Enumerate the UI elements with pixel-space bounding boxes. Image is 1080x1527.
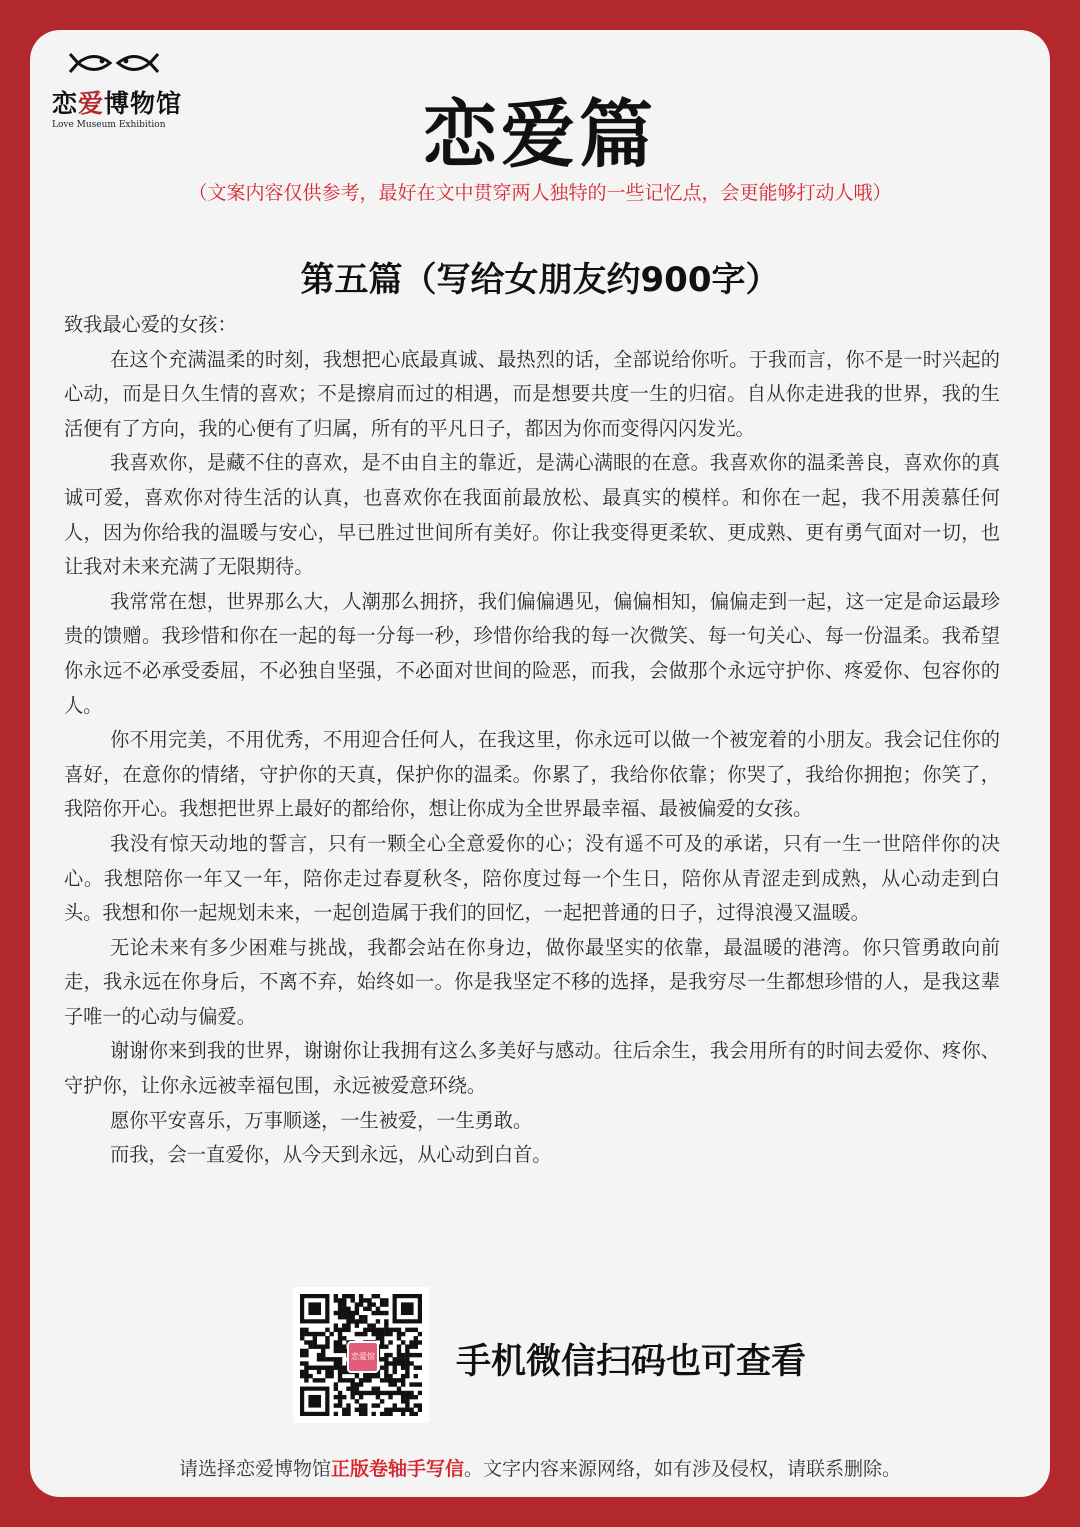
page-title: 恋爱篇 — [423, 92, 657, 178]
letter-paragraph: 谢谢你来到我的世界，谢谢你让我拥有这么多美好与感动。往后余生，我会用所有的时间去爱你、疼你、守护你，让你永远被幸福包围，永远被爱意环绕。 — [64, 1039, 1000, 1098]
letter-paragraph: 我喜欢你，是藏不住的喜欢，是不由自主的靠近，是满心满眼的在意。我喜欢你的温柔善良，喜欢你的真诚可爱，喜欢你对待生活的认真，也喜欢你在我面前最放松、最真实的模样。和你在一起，我不用羡慕任何人，因为你给我的温暖与安心，早已胜过世间所有美好。你让我变得更柔软、更成熟、更有勇气面对一切，也让我对未来充满了无限期待。 — [64, 451, 1000, 579]
poster-card — [30, 30, 1050, 1497]
letter-paragraph: 在这个充满温柔的时刻，我想把心底最真诚、最热烈的话，全部说给你听。于我而言，你不是一时兴起的心动，而是日久生情的喜欢；不是擦肩而过的相遇，而是想要共度一生的归宿。自从你走进我的世界，我的生活便有了方向，我的心便有了归属，所有的平凡日子，都因为你而变得闪闪发光。 — [64, 347, 1000, 440]
letter-paragraph: 你不用完美，不用优秀，不用迎合任何人，在我这里，你永远可以做一个被宠着的小朋友。我会记住你的喜好，在意你的情绪，守护你的天真，保护你的温柔。你累了，我给你依靠；你哭了，我给你拥抱；你笑了，我陪你开心。我想把世界上最好的都给你，想让你成为全世界最幸福、最被偏爱的女孩。 — [64, 728, 1000, 821]
letter-paragraph: 无论未来有多少困难与挑战，我都会站在你身边，做你最坚实的依靠，最温暖的港湾。你只管勇敢向前走，我永远在你身后，不离不弃，始终如一。你是我坚定不移的选择，是我穷尽一生都想珍惜的人，是我这辈子唯一的心动与偏爱。 — [64, 935, 1000, 1028]
letter-paragraph: 而我，会一直爱你，从今天到永远，从心动到白首。 — [110, 1143, 552, 1167]
footer-highlight[interactable]: 正版卷轴手写信 — [330, 1458, 464, 1480]
fish-icon — [66, 50, 162, 76]
scan-caption: 手机微信扫码也可查看 — [456, 1342, 807, 1382]
letter-paragraph: 我常常在想，世界那么大，人潮那么拥挤，我们偏偏遇见，偏偏相知，偏偏走到一起，这一定是命运最珍贵的馈赠。我珍惜和你在一起的每一分每一秒，珍惜你给我的每一次微笑、每一句关心、每一份温柔。我希望你永远不必承受委屈，不必独自坚强，不必面对世间的险恶，而我，会做那个永远守护你、疼爱你、包容你的人。 — [64, 589, 1000, 717]
letter-paragraph: 我没有惊天动地的誓言，只有一颗全心全意爱你的心；没有遥不可及的承诺，只有一生一世陪伴你的决心。我想陪你一年又一年，陪你走过春夏秋冬，陪你度过每一个生日，陪你从青涩走到成熟，从心动走到白头。我想和你一起规划未来，一起创造属于我们的回忆，一起把普通的日子，过得浪漫又温暖。 — [64, 831, 1000, 925]
letter-paragraph: 愿你平安喜乐，万事顺遂，一生被爱，一生勇敢。 — [110, 1108, 533, 1132]
letter-heading: 第五篇（写给女朋友约900字） — [300, 260, 780, 300]
brand-name: 恋爱博物馆 — [52, 89, 183, 118]
letter-body — [64, 308, 1000, 1173]
brand-english-name: Love Museum Exhibition — [52, 120, 166, 130]
qr-center-logo: 恋爱馆 — [347, 1341, 379, 1373]
letter-greeting: 致我最心爱的女孩： — [64, 313, 237, 336]
qr-code[interactable] — [293, 1287, 429, 1423]
footer-note: 请选择恋爱博物馆正版卷轴手写信。文字内容来源网络，如有涉及侵权，请联系删除。 — [178, 1458, 902, 1480]
reference-note: （文案内容仅供参考，最好在文中贯穿两人独特的一些记忆点，会更能够打动人哦） — [188, 182, 892, 204]
